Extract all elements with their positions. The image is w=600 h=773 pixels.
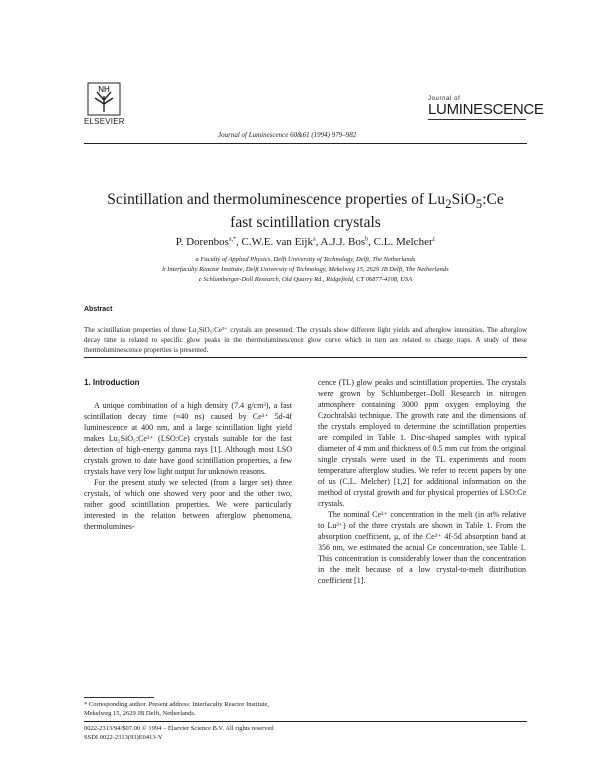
abstract-rule (84, 357, 527, 358)
title-sub2: 5 (475, 196, 483, 212)
author-2: , C.W.E. van Eijk (236, 236, 313, 248)
journal-citation: Journal of Luminescence 60&61 (1994) 979–982 (218, 131, 357, 139)
section-heading-introduction: 1. Introduction (84, 378, 140, 387)
title-tail: :Ce (482, 191, 504, 208)
title-line2: fast scintillation crystals (230, 214, 381, 232)
author-4: , C.L. Melcher (368, 236, 433, 248)
left-paragraph-2: For the present study we selected (from a larger set) three crystals, of which one showed very poor and the other two, rather good scintillation properties. We were particularly interested in the relation between afterglow phenomena, thermolumines- (84, 478, 292, 531)
publisher-logo-text: NH (98, 85, 110, 94)
elsevier-tree-icon (87, 82, 121, 116)
affiliation-b: b Interfaculty Reactor Institute, Delft University of Technology, Mekelweg 15, 2629 JB Delft, The Netherlands (162, 266, 449, 273)
author-1: P. Dorenbos (175, 236, 229, 248)
publisher-name: ELSEVIER (84, 117, 125, 126)
left-column (84, 400, 292, 532)
affiliation-c: c Schlumberger-Doll Research, Old Quarry Rd., Ridgefield, CT 06877-4108, USA (198, 276, 413, 283)
abstract-heading: Abstract (84, 306, 113, 313)
footnote-rule (84, 697, 154, 698)
author-4-mark: c (432, 236, 436, 243)
copyright-line: 0022-2313/94/$07.00 © 1994 – Elsevier Science B.V. All rights reserved (84, 725, 274, 732)
authors (84, 236, 527, 248)
copyright-block (84, 724, 274, 742)
author-2-mark: a (312, 236, 316, 243)
footnote: * Corresponding author. Present address: Interfaculty Reactor Institute, Mekelweg 15, 2629 JB Delft, Netherlands. (84, 701, 270, 717)
header-rule (84, 143, 527, 144)
journal-logo-big: LUMINESCENCE (428, 101, 544, 118)
title-sub1: 2 (445, 196, 452, 212)
affiliation-a: a Faculty of Applied Physics, Delft University of Technology, Delft, The Netherlands (195, 256, 416, 263)
author-3-mark: b (365, 236, 369, 243)
right-paragraph-1: cence (TL) glow peaks and scintillation properties. The crystals were grown by Schlumberger–Doll Research in nitrogen atmosphere containing 3000 ppm oxygen employing the Czochralski technique. The growth rate and the dimensions of the crystals employed to determine the scintillation properties are compiled in Table 1. Disc-shaped samples with typical diameter of 4 mm and thickness of 0.5 mm cut from the original single crystals were used in the TL experiments and room temperature afterglow studies. We refer to recent papers by one of us (C.L. Melcher) [1,2] for additional information on the method of crystal growth and for physical properties of LSO:Ce crystals. (318, 378, 526, 508)
abstract-text: The scintillation properties of three Lu₂SiO₅:Ce³⁺ crystals are presented. The crystals show different light yields and afterglow intensities. The afterglow decay time is related to specific glow peaks in the thermoluminescence glow curve which in turn are related to charge traps. A study of these thermoluminescence properties is presented. (84, 326, 527, 354)
author-3: , A.J.J. Bos (315, 236, 366, 248)
journal-logo (428, 96, 544, 120)
bottom-rule (84, 721, 527, 722)
affiliations (84, 255, 527, 285)
title-formula: SiO (451, 191, 476, 208)
author-1-mark: a,* (228, 236, 237, 243)
right-paragraph-2: The nominal Ce³⁺ concentration in the melt (in at% relative to Lu³⁺) of the three crystals are shown in Table 1. From the absorption coefficient, μ, of the Ce³⁺ 4f-5d absorption band at 356 nm, we estimated the actual Ce concentration, see Table 1. This concentration is considerably lower than the concentration in the melt because of a low crystal-to-melt distribution coefficient [1]. (318, 510, 526, 585)
left-paragraph-1: A unique combination of a high density (7.4 g/cm³), a fast scintillation decay time (≈40 ns) caused by Ce³⁺ 5d-4f luminescence at 400 nm, and a large scintillation light yield makes Lu₂SiO₅:Ce³⁺ (LSO:Ce) crystals suitable for the fast detection of high-energy gamma rays [1]. Although most LSO crystals grown to date have good scintillation properties, a few crystals have very low light output for unknown reasons. (84, 401, 292, 476)
elsevier-logo (84, 82, 124, 126)
journal-logo-small: Journal of (428, 96, 461, 102)
ssdi-line: SSDI 0022-2313(93)E0413-Y (84, 734, 163, 741)
title-part1: Scintillation and thermoluminescence properties of Lu (107, 191, 446, 208)
journal-logo-line (428, 119, 526, 120)
right-column (318, 377, 526, 586)
paper-title (84, 190, 527, 232)
